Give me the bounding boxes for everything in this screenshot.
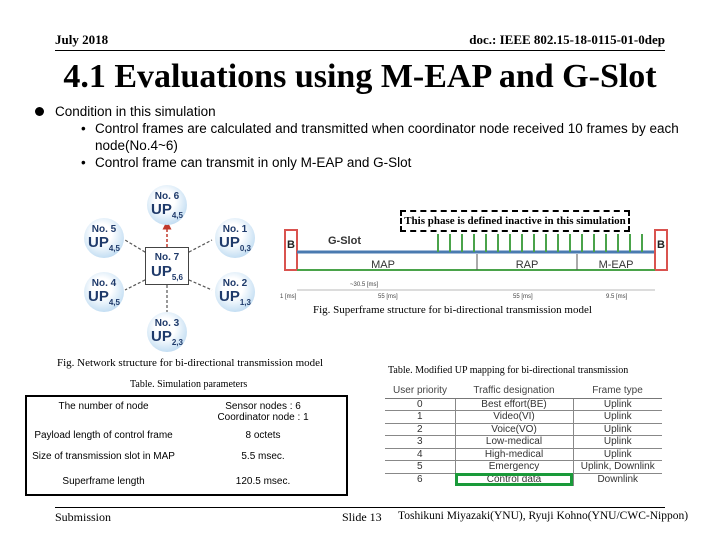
rap-label: RAP <box>515 259 539 271</box>
bullet-dot-icon <box>35 107 44 116</box>
sub-bullet-text: Control frame can transmit in only M-EAP and G-Slot <box>95 155 412 170</box>
bullet-list <box>33 103 683 171</box>
sub-bullet-dot-icon: • <box>81 155 86 170</box>
slot-ticks <box>438 234 642 252</box>
table-cell: Voice(VO) <box>455 423 573 436</box>
table-cell: Emergency <box>455 461 573 474</box>
table-cell: Uplink <box>573 436 662 449</box>
table-cell: Downlink <box>573 473 662 486</box>
param-name: The number of node <box>58 401 149 412</box>
beacon-left-label: B <box>287 239 295 251</box>
table-cell: 6 <box>385 473 455 486</box>
sub-bullets <box>81 120 683 171</box>
meap-duration: 9.5 [ms] <box>606 294 628 300</box>
node-4: No. 4 $UP_{4,5}$ <box>84 272 124 312</box>
gslot-label: G-Slot <box>328 235 361 247</box>
param-value: 120.5 msec. <box>235 476 291 487</box>
table-cell: High-medical <box>455 448 573 461</box>
total-duration: ~30.5 [ms] <box>350 282 379 288</box>
bullet-main-text: Condition in this simulation <box>55 104 216 119</box>
node-6: No. 6 $UP_{4,5}$ <box>147 185 187 225</box>
beacon-right-label: B <box>657 239 665 251</box>
bullet-main <box>33 103 683 120</box>
table-cell: Video(VI) <box>455 411 573 424</box>
param-value: 5.5 msec. <box>241 451 285 462</box>
inactive-phase-note: This phase is defined inactive in this simulation <box>400 210 630 232</box>
rap-duration: 55 [ms] <box>513 294 533 300</box>
meap-label: M-EAP <box>598 259 634 271</box>
link-from-node-2 <box>189 280 212 290</box>
column-header: Traffic designation <box>455 383 573 398</box>
network-caption: Fig. Network structure for bi-directional transmission model <box>57 357 324 369</box>
column-header: User priority <box>385 383 455 398</box>
up-table-caption: Table. Modified UP mapping for bi-directional transmission <box>388 365 629 376</box>
highlighted-control-data-cell: Control data <box>455 473 573 486</box>
link-from-node-5 <box>125 240 145 252</box>
superframe-caption: Fig. Superframe structure for bi-directional transmission model <box>313 304 592 316</box>
param-name: Superframe length <box>62 476 145 487</box>
table-cell: 4 <box>385 448 455 461</box>
table-row <box>385 448 662 461</box>
map-duration: 55 [ms] <box>378 294 398 300</box>
param-value: 8 octets <box>245 430 281 441</box>
sub-bullet-dot-icon: • <box>81 121 86 136</box>
table-row <box>26 471 347 495</box>
sub-bullet <box>81 154 683 171</box>
table-row <box>26 450 347 471</box>
table-cell: 3 <box>385 436 455 449</box>
table-cell: Low-medical <box>455 436 573 449</box>
header-divider <box>55 50 665 51</box>
node-5: No. 5 $UP_{4,5}$ <box>84 218 124 258</box>
beacon-duration: 1 [ms] <box>280 294 297 300</box>
table-cell: Uplink, Downlink <box>573 461 662 474</box>
up-mapping-table <box>385 383 662 486</box>
table-row <box>385 461 662 474</box>
table-row <box>385 436 662 449</box>
map-label: MAP <box>371 259 395 271</box>
param-value: Sensor nodes : 6 Coordinator node : 1 <box>217 401 309 423</box>
table-row <box>26 396 347 429</box>
table-row <box>385 398 662 411</box>
coordinator-node-7: No. 7 $UP_{5,6}$ <box>145 247 189 285</box>
network-diagram <box>80 182 270 352</box>
simulation-parameters-table <box>25 395 348 496</box>
footer-author: Toshikuni Miyazaki(YNU), Ryuji Kohno(YNU/CWC-Nippon) <box>398 510 689 522</box>
node-2: No. 2 $UP_{1,3}$ <box>215 272 255 312</box>
link-from-node-4 <box>125 280 145 290</box>
header-doc-id: doc.: IEEE 802.15-18-0115-01-0dep <box>469 32 665 47</box>
table-cell: Uplink <box>573 423 662 436</box>
link-from-node-1 <box>189 240 212 252</box>
table-cell: Best effort(BE) <box>455 398 573 411</box>
table-cell: 0 <box>385 398 455 411</box>
param-name: Payload length of control frame <box>34 430 173 441</box>
table-cell: 2 <box>385 423 455 436</box>
sub-bullet <box>81 120 683 154</box>
slide-title: 4.1 Evaluations using M-EAP and G-Slot <box>63 58 657 95</box>
column-header: Frame type <box>573 383 662 398</box>
footer-slide-number: Slide 13 <box>342 510 382 524</box>
param-name: Size of transmission slot in MAP <box>32 451 175 462</box>
table-cell: Uplink <box>573 398 662 411</box>
params-caption: Table. Simulation parameters <box>130 379 248 390</box>
footer-submission: Submission <box>55 510 112 524</box>
table-header-row <box>385 383 662 398</box>
node-3: No. 3 $UP_{2,3}$ <box>147 312 187 352</box>
table-row <box>385 473 662 486</box>
table-row <box>385 423 662 436</box>
sub-bullet-text: Control frames are calculated and transmitted when coordinator node received 10 frames by each node(No.4~6) <box>95 121 679 153</box>
table-cell: 1 <box>385 411 455 424</box>
header-date: July 2018 <box>55 32 109 47</box>
table-row <box>26 429 347 450</box>
table-row <box>385 411 662 424</box>
table-cell: Uplink <box>573 411 662 424</box>
table-cell: Uplink <box>573 448 662 461</box>
footer-divider <box>55 507 665 508</box>
table-cell: 5 <box>385 461 455 474</box>
node-1: No. 1 $UP_{0,3}$ <box>215 218 255 258</box>
